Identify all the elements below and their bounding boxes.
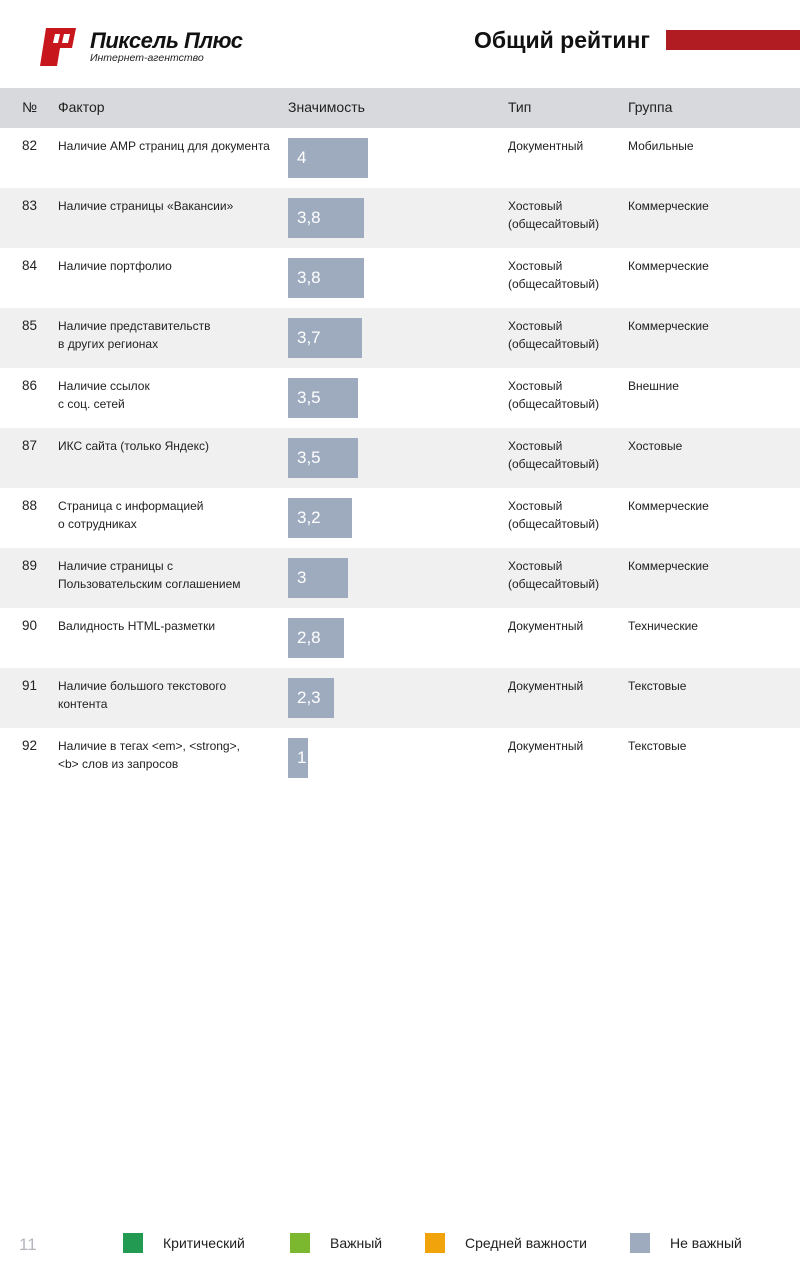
factor-type: Хостовый (общесайтовый) bbox=[508, 259, 600, 291]
factor-group: Коммерческие bbox=[628, 559, 709, 573]
factor-name: Страница с информацией о сотрудниках bbox=[58, 499, 204, 531]
table-row bbox=[0, 308, 800, 368]
significance-bar: 4 bbox=[288, 138, 368, 178]
table-row bbox=[0, 248, 800, 308]
table-row bbox=[0, 668, 800, 728]
table-row bbox=[0, 608, 800, 668]
significance-bar: 3,8 bbox=[288, 258, 364, 298]
significance-bar: 2,8 bbox=[288, 618, 344, 658]
significance-bar: 3,2 bbox=[288, 498, 352, 538]
brand-name: Пиксель Плюс bbox=[90, 28, 243, 53]
factor-table bbox=[0, 128, 800, 788]
factor-group: Хостовые bbox=[628, 439, 683, 453]
significance-bar: 1 bbox=[288, 738, 308, 778]
legend-swatch-medium bbox=[425, 1233, 445, 1253]
factor-number: 86 bbox=[22, 378, 38, 393]
factor-number: 88 bbox=[22, 498, 38, 513]
factor-number: 89 bbox=[22, 558, 38, 573]
legend-swatch-not-important bbox=[630, 1233, 650, 1253]
legend-label-medium: Средней важности bbox=[465, 1235, 587, 1251]
legend-swatch-critical bbox=[123, 1233, 143, 1253]
column-header-group: Группа bbox=[628, 99, 673, 115]
factor-type: Хостовый (общесайтовый) bbox=[508, 499, 600, 531]
factor-name: Наличие портфолио bbox=[58, 259, 172, 273]
table-row bbox=[0, 368, 800, 428]
factor-group: Коммерческие bbox=[628, 259, 709, 273]
table-row bbox=[0, 728, 800, 788]
legend-label-important: Важный bbox=[330, 1235, 383, 1251]
significance-bar: 3 bbox=[288, 558, 348, 598]
factor-group: Коммерческие bbox=[628, 319, 709, 333]
table-row bbox=[0, 428, 800, 488]
factor-group: Коммерческие bbox=[628, 199, 709, 213]
table-header bbox=[0, 88, 800, 128]
page-header bbox=[0, 0, 800, 88]
logo-shape bbox=[40, 28, 76, 66]
factor-name: ИКС сайта (только Яндекс) bbox=[58, 439, 209, 453]
factor-group: Текстовые bbox=[628, 679, 687, 693]
factor-type: Хостовый (общесайтовый) bbox=[508, 319, 600, 351]
factor-name: Наличие в тегах <em>, <strong>, <b> слов из запросов bbox=[58, 739, 240, 771]
column-header-number: № bbox=[22, 99, 38, 115]
factor-type: Документный bbox=[508, 739, 584, 753]
brand-tagline: Интернет-агентство bbox=[90, 52, 204, 64]
factor-type: Документный bbox=[508, 619, 584, 633]
factor-name: Наличие страницы с Пользовательским соглашением bbox=[58, 559, 241, 591]
page-number: 11 bbox=[19, 1235, 37, 1254]
factor-group: Текстовые bbox=[628, 739, 687, 753]
legend-label-critical: Критический bbox=[163, 1235, 245, 1251]
column-header-type: Тип bbox=[508, 99, 532, 115]
column-header-significance: Значимость bbox=[288, 99, 365, 115]
table-row bbox=[0, 188, 800, 248]
page-footer bbox=[0, 1222, 800, 1266]
factor-number: 92 bbox=[22, 738, 38, 753]
factor-number: 87 bbox=[22, 438, 38, 453]
factor-number: 84 bbox=[22, 258, 38, 273]
header-accent-bar bbox=[666, 30, 800, 50]
factor-type: Хостовый (общесайтовый) bbox=[508, 379, 600, 411]
factor-number: 85 bbox=[22, 318, 38, 333]
legend-label-not-important: Не важный bbox=[670, 1235, 742, 1251]
factor-group: Внешние bbox=[628, 379, 679, 393]
page-title: Общий рейтинг bbox=[473, 27, 650, 53]
table-row bbox=[0, 488, 800, 548]
table-row bbox=[0, 128, 800, 188]
significance-bar: 3,5 bbox=[288, 438, 358, 478]
factor-name: Наличие ссылок с соц. сетей bbox=[58, 379, 150, 411]
factor-number: 83 bbox=[22, 198, 38, 213]
significance-bar: 3,7 bbox=[288, 318, 362, 358]
factor-name: Наличие AMP страниц для документа bbox=[58, 139, 270, 153]
factor-number: 91 bbox=[22, 678, 38, 693]
pixel-plus-logo-icon bbox=[40, 28, 76, 66]
factor-number: 90 bbox=[22, 618, 38, 633]
factor-group: Технические bbox=[628, 619, 698, 633]
column-header-factor: Фактор bbox=[58, 99, 105, 115]
factor-name: Наличие страницы «Вакансии» bbox=[58, 199, 234, 213]
factor-group: Мобильные bbox=[628, 139, 694, 153]
factor-type: Хостовый (общесайтовый) bbox=[508, 439, 600, 471]
legend-swatch-important bbox=[290, 1233, 310, 1253]
significance-bar: 3,8 bbox=[288, 198, 364, 238]
factor-name: Наличие представительств в других регионах bbox=[58, 319, 211, 351]
table-row bbox=[0, 548, 800, 608]
factor-type: Хостовый (общесайтовый) bbox=[508, 559, 600, 591]
factor-name: Валидность HTML-разметки bbox=[58, 619, 216, 633]
significance-bar: 3,5 bbox=[288, 378, 358, 418]
factor-number: 82 bbox=[22, 138, 38, 153]
factor-type: Документный bbox=[508, 679, 584, 693]
factor-type: Хостовый (общесайтовый) bbox=[508, 199, 600, 231]
factor-group: Коммерческие bbox=[628, 499, 709, 513]
factor-name: Наличие большого текстового контента bbox=[58, 679, 227, 711]
factor-type: Документный bbox=[508, 139, 584, 153]
significance-bar: 2,3 bbox=[288, 678, 334, 718]
